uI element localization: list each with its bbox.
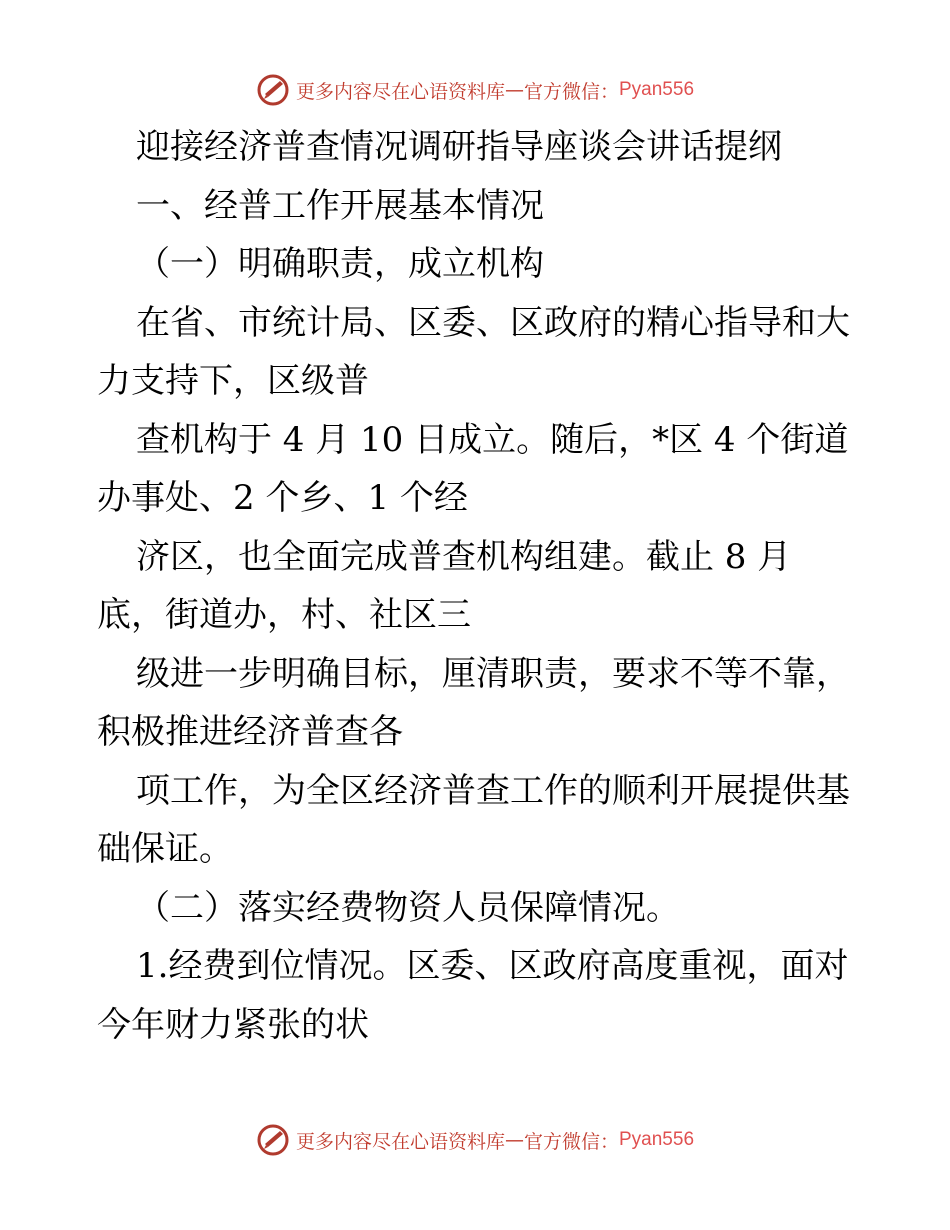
banner-separator: — (504, 79, 524, 101)
document-line: 积极推进经济普查各 (97, 712, 403, 752)
document-line: 查机构于 4 月 10 日成立。随后，*区 4 个街道 (136, 419, 849, 460)
document-line: 一、经普工作开展基本情况 (136, 185, 544, 226)
document-line: 级进一步明确目标，厘清职责，要求不等不靠， (136, 653, 850, 694)
footer-banner (0, 1120, 950, 1160)
brand-logo-icon (256, 1123, 290, 1157)
document-line: 项工作，为全区经济普查工作的顺利开展提供基 (136, 770, 850, 811)
document-line: 1.经费到位情况。区委、区政府高度重视，面对 (136, 946, 849, 986)
document-line: 底，街道办，村、社区三 (97, 595, 471, 635)
header-banner (0, 70, 950, 110)
document-line: （一）明确职责，成立机构 (136, 244, 544, 284)
banner-separator: — (504, 1129, 524, 1151)
document-body (0, 118, 950, 1054)
brand-text: 更多内容尽在心语资料库 (295, 1130, 505, 1153)
document-line: 办事处、2 个乡、1 个经 (97, 478, 468, 518)
wechat-id: Pyan556 (619, 79, 695, 100)
document-line: 础保证。 (97, 829, 233, 869)
document-line: 在省、市统计局、区委、区政府的精心指导和大 (136, 302, 850, 343)
wechat-label: 官方微信： (523, 1130, 619, 1153)
document-line: （二）落实经费物资人员保障情况。 (136, 887, 680, 928)
wechat-label: 官方微信： (523, 80, 619, 103)
document-line: 迎接经济普查情况调研指导座谈会讲话提纲 (136, 127, 782, 167)
document-line: 济区，也全面完成普查机构组建。截止 8 月 (136, 536, 792, 577)
brand-logo-icon (256, 73, 290, 107)
brand-text: 更多内容尽在心语资料库 (295, 80, 505, 103)
wechat-id: Pyan556 (619, 1129, 695, 1150)
document-line: 力支持下，区级普 (97, 361, 369, 401)
document-line: 今年财力紧张的状 (97, 1004, 369, 1045)
